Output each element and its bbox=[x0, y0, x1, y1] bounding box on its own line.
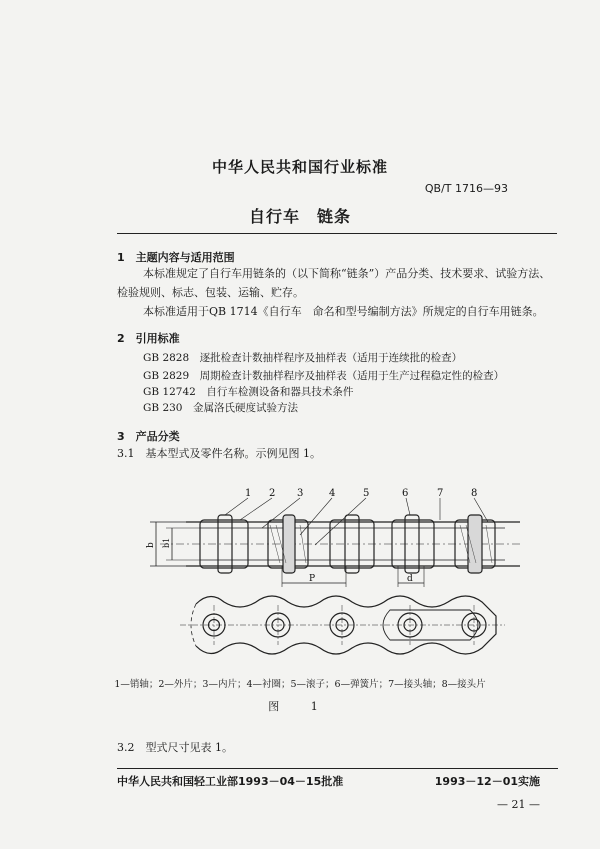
reference-item: GB 2829 周期检查计数抽样程序及抽样表（适用于生产过程稳定性的检查） bbox=[143, 370, 505, 382]
dim-p-label: P bbox=[309, 574, 316, 584]
standard-category: 中华人民共和国行业标准 bbox=[211, 158, 388, 176]
part-number: 2 bbox=[269, 488, 276, 499]
footer-rule bbox=[117, 768, 558, 769]
dim-b1-label: b1 bbox=[162, 537, 171, 548]
part-number: 5 bbox=[363, 488, 370, 499]
document-title: 自行车 链条 bbox=[248, 207, 351, 226]
section-2-heading: 2 引用标准 bbox=[117, 332, 180, 345]
part-number: 3 bbox=[297, 488, 304, 499]
dim-d-label: d bbox=[407, 574, 413, 584]
reference-item: GB 230 金属洛氏硬度试验方法 bbox=[143, 402, 298, 414]
section-1-heading: 1 主题内容与适用范围 bbox=[117, 251, 235, 264]
effective-date: 1993－12－01实施 bbox=[434, 775, 540, 788]
figure-label: 图 1 bbox=[268, 700, 332, 713]
section-1-para-1-line-1: 本标准规定了自行车用链条的（以下简称“链条”）产品分类、技术要求、试验方法、 bbox=[143, 267, 551, 280]
figure-caption: 1—销轴；2—外片；3—内片；4—衬圈；5—滚子；6—弹簧片；7—接头轴；8—接头片 bbox=[114, 679, 486, 690]
pin-5 bbox=[468, 515, 482, 573]
reference-item: GB 12742 自行车检测设备和器具技术条件 bbox=[143, 386, 354, 398]
dim-b-label: b bbox=[146, 542, 156, 548]
pin-2 bbox=[283, 515, 295, 573]
chain-figure bbox=[0, 485, 600, 675]
part-number: 1 bbox=[245, 488, 252, 499]
section-3-2: 3.2 型式尺寸见表 1。 bbox=[117, 741, 233, 754]
section-1-para-2: 本标准适用于QB 1714《自行车 命名和型号编制方法》所规定的自行车用链条。 bbox=[143, 305, 544, 318]
section-3-heading: 3 产品分类 bbox=[117, 430, 180, 443]
page-number: — 21 — bbox=[497, 798, 540, 811]
approval-text: 中华人民共和国轻工业部1993－04－15批准 bbox=[117, 775, 344, 788]
part-number: 4 bbox=[329, 488, 336, 499]
section-1-para-1-line-2: 检验规则、标志、包装、运输、贮存。 bbox=[117, 286, 304, 299]
part-number: 6 bbox=[402, 488, 409, 499]
standard-code: QB/T 1716—93 bbox=[424, 182, 508, 195]
section-3-1: 3.1 基本型式及零件名称。示例见图 1。 bbox=[117, 447, 321, 460]
title-rule bbox=[117, 233, 557, 234]
part-number: 8 bbox=[471, 488, 478, 499]
part-number: 7 bbox=[437, 488, 444, 499]
reference-item: GB 2828 逐批检查计数抽样程序及抽样表（适用于连续批的检查） bbox=[143, 352, 463, 364]
